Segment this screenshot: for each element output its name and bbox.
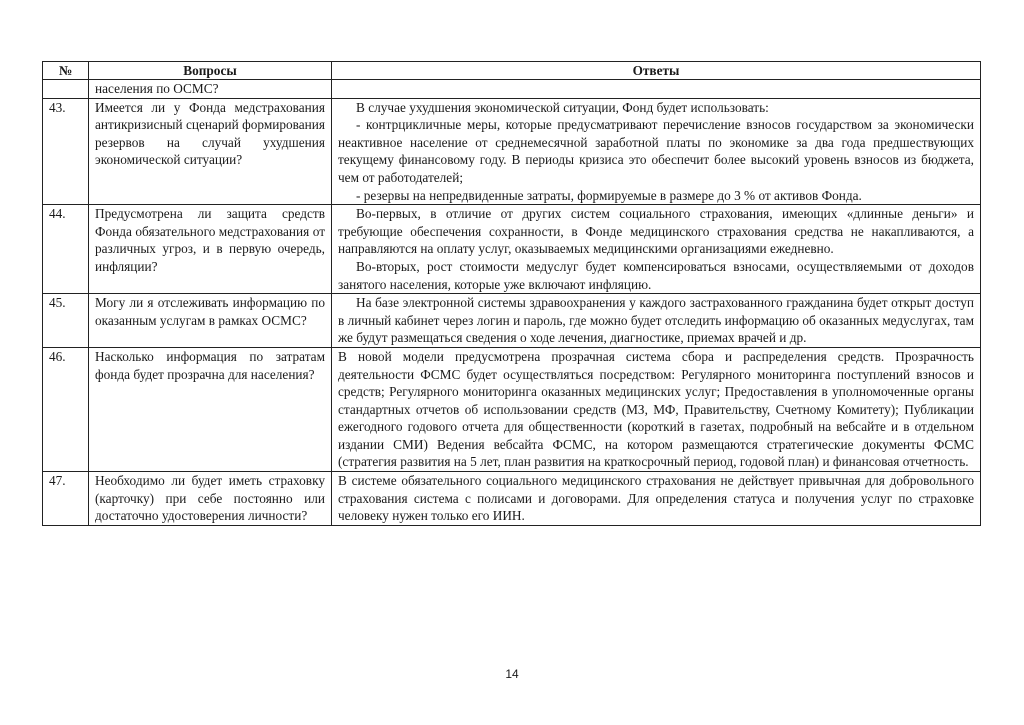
question-cell: Насколько информация по затратам фонда будет прозрачна для населения?	[89, 347, 332, 471]
row-number: 43.	[43, 98, 89, 205]
question-cell: Предусмотрена ли защита средств Фонда обязательного медстрахования от различных угроз, и в первую очередь, инфляции?	[89, 205, 332, 294]
answer-cell	[332, 80, 981, 99]
row-number: 45.	[43, 294, 89, 348]
answer-cell	[332, 205, 981, 294]
question-cell: Могу ли я отслеживать информацию по оказанным услугам в рамках ОСМС?	[89, 294, 332, 348]
answer-cell	[332, 294, 981, 348]
answer-paragraph: В новой модели предусмотрена прозрачная система сбора и распределения средств. Прозрачность деятельности ФСМС будет осуществляться посредством: Регулярного мониторинга поступлений взносов и средств; Регулярного мониторинга оказанных медицинских услуг; Предоставления в уполномоченные органы стандартных отчетов об использовании средств (МЗ, МФ, Правительству, Счетному Комитету); Публикации ежегодного годового отчета для общественности (короткий в газетах, подробный на вебсайте и в отдельном издании СМИ) Ведения вебсайта ФСМС, на котором размещаются стратегические документы ФСМС (стратегия развития на 5 лет, план развития на краткосрочный период, годовой план) и финансовая отчетность.	[338, 348, 974, 470]
table-header-row	[43, 62, 981, 80]
question-cell: Имеется ли у Фонда медстрахования антикризисный сценарий формирования резервов на случай ухудшения экономической ситуации?	[89, 98, 332, 205]
table-row	[43, 294, 981, 348]
row-number: 47.	[43, 472, 89, 526]
answer-paragraph: Во-вторых, рост стоимости медуслуг будет компенсироваться взносами, осуществляемыми от доходов занятого населения, которые уже включают инфляцию.	[338, 258, 974, 292]
table-row	[43, 472, 981, 526]
answer-cell	[332, 472, 981, 526]
answer-paragraph: В системе обязательного социального медицинского страхования не действует привычная для добровольного страхования система с полисами и договорами. Для определения статуса и получения услуг по страховке человеку нужен только его ИИН.	[338, 473, 974, 524]
table-row	[43, 205, 981, 294]
answer-cell	[332, 98, 981, 205]
answer-paragraph: - контрцикличные меры, которые предусматривают перечисление взносов государством за экономически неактивное население от среднемесячной заработной платы по экономике за два года предшествующих текущему финансовому году. В периоды кризиса это обеспечит более высокий уровень взносов из бюджета, чем от работодателей;	[338, 117, 974, 185]
header-answers: Ответы	[332, 62, 981, 80]
header-questions: Вопросы	[89, 62, 332, 80]
answer-paragraph: Во-первых, в отличие от других систем социального страхования, имеющих «длинные деньги» и требующие обеспечения сохранности, в Фонде медицинского страхования средства не накапливаются, а направляются на оплату услуг, оказываемых медицинскими организациями ежедневно.	[338, 206, 974, 257]
answer-paragraph: - резервы на непредвиденные затраты, формируемые в размере до 3 % от активов Фонда.	[356, 187, 862, 203]
answer-paragraph: В случае ухудшения экономической ситуации, Фонд будет использовать:	[356, 99, 769, 115]
table-row-continuation	[43, 80, 981, 99]
header-number: №	[43, 62, 89, 80]
question-cell: населения по ОСМС?	[89, 80, 332, 99]
page-number: 14	[505, 667, 519, 681]
table-row	[43, 347, 981, 471]
answer-paragraph: На базе электронной системы здравоохранения у каждого застрахованного гражданина будет открыт доступ в личный кабинет через логин и пароль, где можно будет отследить информацию об оказанных медуслугах, там же будут размещаться сведения о ходе лечения, диагностике, приемах врачей и др.	[338, 295, 974, 346]
question-cell: Необходимо ли будет иметь страховку (карточку) при себе постоянно или достаточно удостоверения личности?	[89, 472, 332, 526]
answer-cell	[332, 347, 981, 471]
qa-table	[42, 61, 981, 526]
row-number: 46.	[43, 347, 89, 471]
row-number	[43, 80, 89, 99]
row-number: 44.	[43, 205, 89, 294]
table-row	[43, 98, 981, 205]
